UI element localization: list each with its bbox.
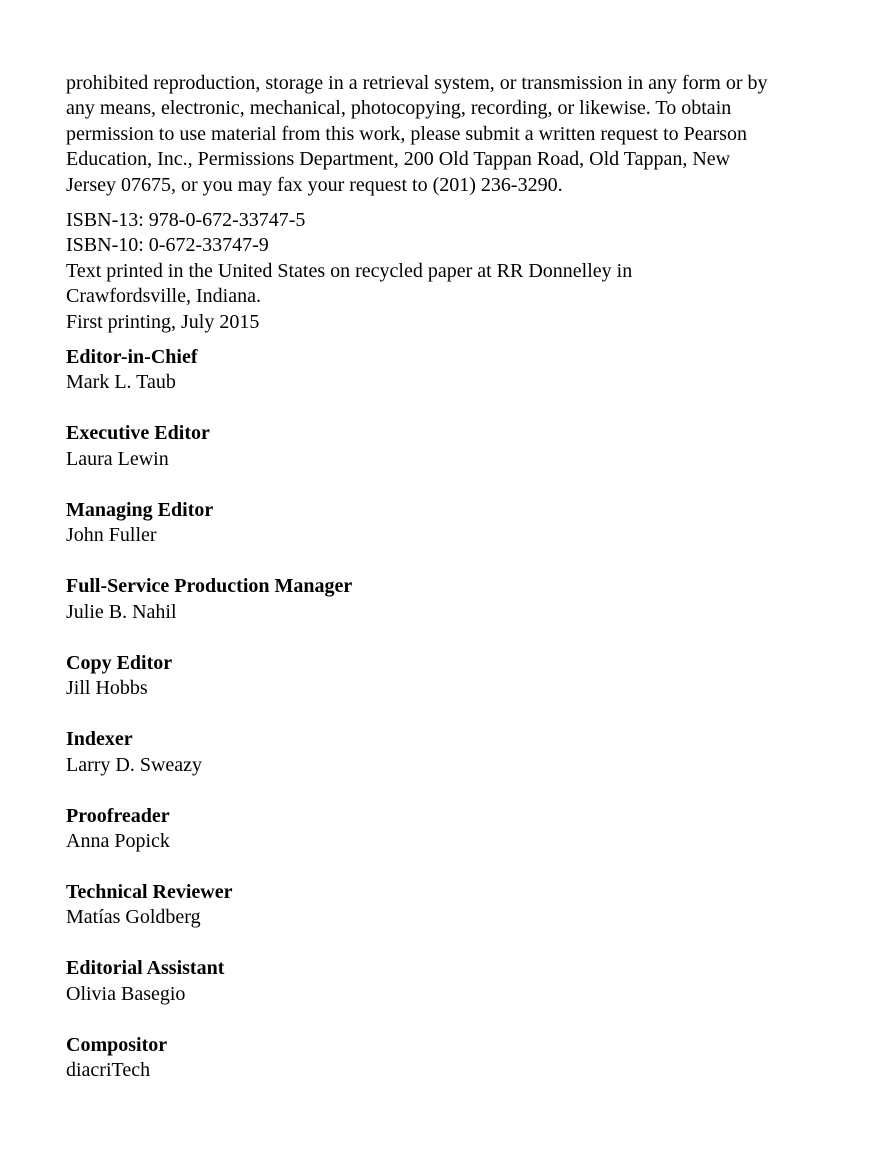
credit-indexer — [66, 727, 856, 778]
credit-name: Julie B. Nahil — [66, 600, 177, 623]
isbn-13: ISBN-13: 978-0-672-33747-5 — [66, 209, 306, 232]
permissions-line: any means, electronic, mechanical, photocopying, recording, or likewise. To obtain — [66, 97, 732, 120]
credit-technical-reviewer — [66, 880, 856, 931]
permissions-line: prohibited reproduction, storage in a retrieval system, or transmission in any form or by — [66, 72, 768, 94]
credit-role: Executive Editor — [66, 422, 210, 445]
credit-editor-in-chief — [66, 345, 856, 396]
credit-name: Olivia Basegio — [66, 982, 186, 1005]
isbn-10: ISBN-10: 0-672-33747-9 — [66, 234, 269, 257]
credit-role: Full-Service Production Manager — [66, 575, 353, 598]
credit-production-manager — [66, 574, 856, 625]
credit-name: Matías Goldberg — [66, 906, 201, 929]
credit-copy-editor — [66, 651, 856, 702]
credit-role: Proofreader — [66, 804, 170, 827]
credit-name: Mark L. Taub — [66, 371, 176, 394]
credit-name: diacriTech — [66, 1059, 151, 1082]
printing-location: Text printed in the United States on recycled paper at RR Donnelley in — [66, 259, 633, 282]
credit-role: Compositor — [66, 1033, 168, 1056]
credit-compositor — [66, 1033, 856, 1084]
permissions-paragraph — [66, 71, 856, 198]
first-printing: First printing, July 2015 — [66, 310, 260, 333]
credit-name: Laura Lewin — [66, 447, 169, 470]
credit-managing-editor — [66, 498, 856, 549]
credit-name: Anna Popick — [66, 829, 170, 852]
credit-role: Technical Reviewer — [66, 880, 233, 903]
credit-role: Managing Editor — [66, 498, 214, 521]
credit-name: John Fuller — [66, 524, 157, 547]
printing-location: Crawfordsville, Indiana. — [66, 285, 261, 308]
copyright-page — [66, 71, 856, 1084]
permissions-line: permission to use material from this work, please submit a written request to Pearson — [66, 122, 747, 145]
credit-executive-editor — [66, 421, 856, 472]
credit-name: Larry D. Sweazy — [66, 753, 203, 776]
credit-role: Editorial Assistant — [66, 957, 225, 980]
publication-info — [66, 208, 856, 335]
credit-role: Copy Editor — [66, 651, 173, 674]
credit-editorial-assistant — [66, 956, 856, 1007]
permissions-line: Education, Inc., Permissions Department, 200 Old Tappan Road, Old Tappan, New — [66, 148, 731, 171]
credit-role: Editor-in-Chief — [66, 346, 198, 369]
credit-role: Indexer — [66, 728, 133, 751]
permissions-line: Jersey 07675, or you may fax your request to (201) 236-3290. — [66, 173, 563, 196]
credit-proofreader — [66, 804, 856, 855]
credit-name: Jill Hobbs — [66, 677, 148, 700]
